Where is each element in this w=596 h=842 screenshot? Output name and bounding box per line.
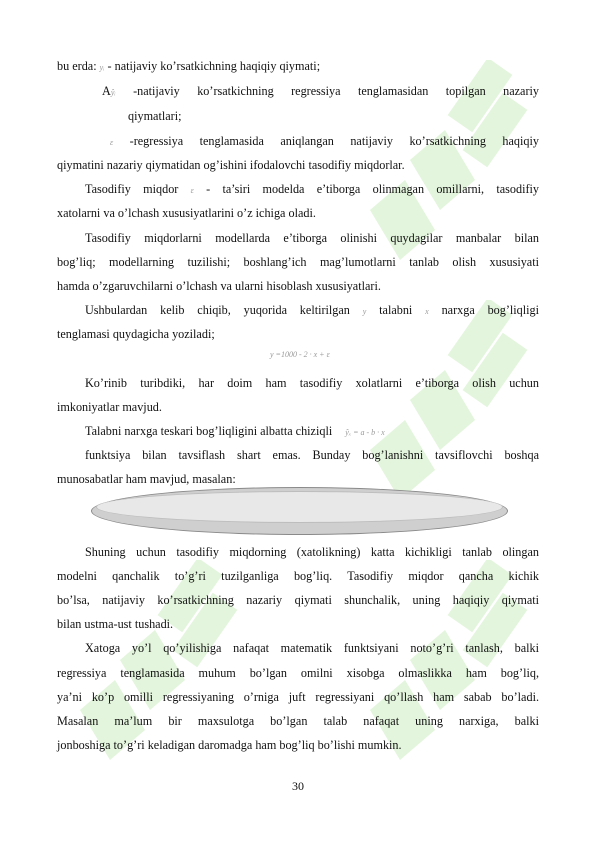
text-line: qiymatlari; [128, 109, 182, 123]
text-line: hamda o’zgaruvchilarni o’lchash va ularni hisoblash xususiyatlari. [57, 279, 381, 293]
text-line: jonboshiga to’g’ri keladigan daromadga ham bog’liq bo’lishi mumkin. [57, 738, 402, 752]
text-line: Masalan ma’lum bir maxsulotga bo’lgan talab nafaqat uning narxiga, balki [57, 714, 539, 728]
text-line: Tasodifiy miqdorlarni modellarda e’tiborga olinishi quydagilar manbalar bilan [85, 231, 539, 245]
symbol-epsilon: ε [190, 186, 194, 195]
text-line: Talabni narxga teskari bog’liqligini albatta chiziqli ŷₓ = a - b · x [85, 424, 385, 438]
symbol-y: y [362, 307, 367, 316]
text-line: bilan ustma-ust tushadi. [57, 617, 174, 631]
text-line: regressiya tenglamasida muhum bo’lgan omilni xisobga olmaslikka ham bog’liq, [57, 666, 539, 680]
text-line: imkoniyatlar mavjud. [57, 400, 162, 414]
text-line: bo’lsa, natijaviy ko’rsatkichning nazariy qiymati shunchalik, uning haqiqiy qiymati [57, 593, 539, 607]
text-line: modelni qanchalik to’g’ri tuzilganliga bog’liq. Tasodifiy miqdor qancha kichik [57, 569, 539, 583]
symbol-epsilon: ε [110, 138, 114, 147]
text-line: tenglamasi quydagicha yoziladi; [57, 327, 215, 341]
text-line: Tasodifiy miqdor ε - ta’siri modelda e’tiborga olinmagan omillarni, tasodifiy [85, 182, 539, 196]
text-line: Ko’rinib turibdiki, har doim ham tasodifiy xolatlarni e’tiborga olish uchun [85, 376, 539, 390]
page-number: 30 [292, 779, 304, 793]
text-line: ε -regressiya tenglamasida aniqlangan natijaviy ko’rsatkichning haqiqiy [110, 134, 539, 148]
equation-linear: ŷₓ = a - b · x [345, 428, 385, 437]
text-line: Ushbulardan kelib chiqib, yuqorida keltirilgan y talabni x narxga bog’liqligi [85, 303, 540, 317]
symbol-x: x [425, 307, 429, 316]
text-line: Xatoga yo’l qo’yilishiga nafaqat matematik funktsiyani noto’g’ri tanlash, balki [85, 641, 539, 655]
text-line: Aŷᵢ -natijaviy ko’rsatkichning regressiya tenglamasidan topilgan nazariy [102, 84, 539, 98]
text-line: Shuning uchun tasodifiy miqdorning (xatolikning) katta kichikligi tanlab olingan [85, 545, 539, 559]
text-line: funktsiya bilan tavsiflash shart emas. Bunday bog’lanishni tavsiflovchi boshqa [85, 448, 539, 462]
text-line: bu erda: yᵢ - natijaviy ko’rsatkichning haqiqiy qiymati; [57, 59, 321, 73]
equation: y =1000 - 2 · x + ε [270, 350, 330, 359]
symbol-ayi: ŷᵢ [110, 88, 116, 97]
text-line: xatolarni va o’lchash xususiyatlarini o’z ichiga oladi. [57, 206, 316, 220]
text-line: bog’liq; modellarning tuzilishi; boshlang’ich mag’lumotlarni tanlab olish xususiyati [57, 255, 539, 269]
text-line: munosabatlar ham mavjud, masalan: [57, 472, 236, 486]
symbol-yi: yᵢ [99, 63, 105, 72]
ellipse-highlight [96, 491, 503, 523]
text-line: ya’ni ko’p omilli regressiyaning o’rniga juft regressiyani qo’llash ham sabab bo’ladi. [57, 690, 539, 704]
text-line: qiymatini nazariy qiymatidan og’ishini ifodalovchi tasodifiy miqdorlar. [57, 158, 405, 172]
